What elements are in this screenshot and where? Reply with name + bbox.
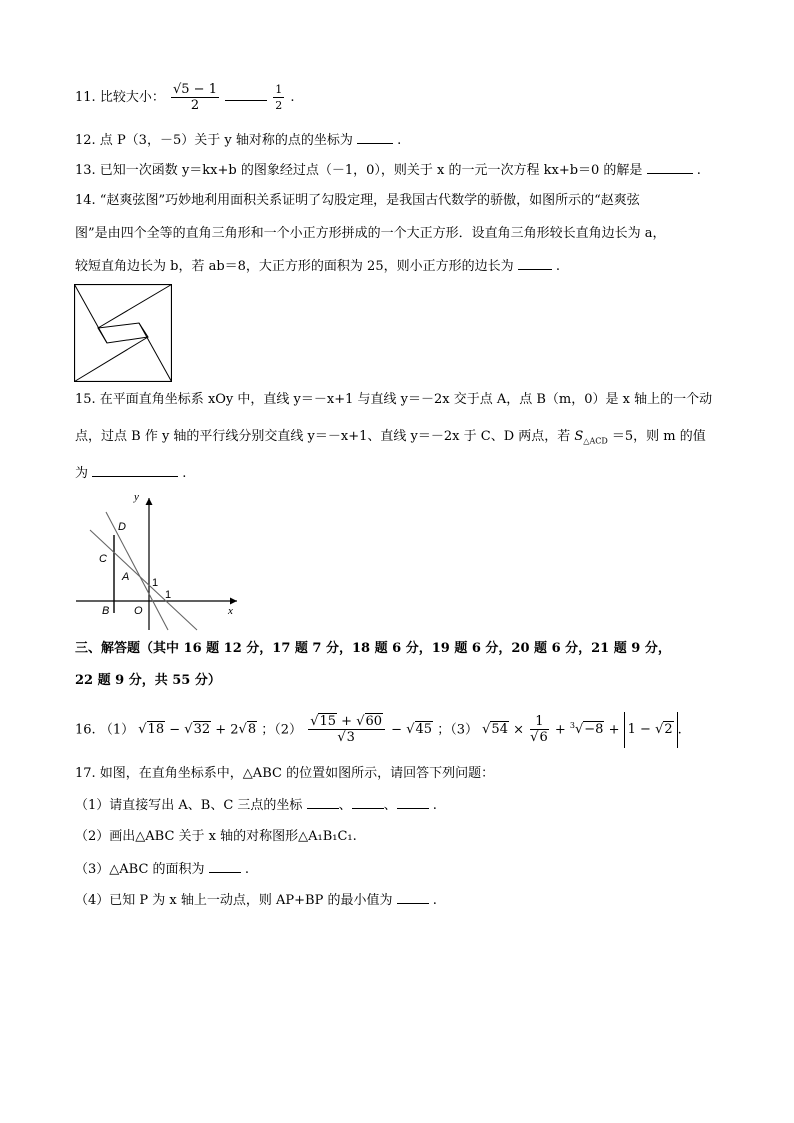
section-3-heading-line2: 22 题 9 分，共 55 分） [75,673,221,688]
q15-text: 15. 在平面直角坐标系 xOy 中，直线 y＝－x+1 与直线 y＝－2x 交于点 A，点 B（m，0）是 x 轴上的一个动 [75,392,713,407]
q16-part2: ；（2） [261,722,303,738]
q11-text: 11. [75,90,96,105]
cube-root-index: 3 [569,721,575,730]
operator: − [165,722,185,738]
q16-part1: （1） [99,722,135,738]
radicand: −8 [584,722,604,738]
question-15-line3 [75,464,186,483]
separator: 、 [383,798,397,813]
sqrt: √32 [184,722,211,738]
area-subscript: △ACD [583,436,608,446]
fraction-denominator: 2 [275,99,283,112]
q17-part4-text: （4）已知 P 为 x 轴上一动点，则 AP+BP 的最小值为 [75,893,393,908]
abs-content: 1 − [627,722,656,738]
period: . [677,722,682,738]
question-15-line2 [75,428,706,451]
period: . [696,163,701,178]
q14-text: 图”是由四个全等的直角三角形和一个小正方形拼成的一个大正方形．设直角三角形较长直角边长为 a， [75,226,666,241]
zhao-shuang-diagram [74,284,172,382]
label-y: y [134,491,139,503]
label-x: x [228,605,233,617]
cube-root: √−8 [574,722,604,738]
question-11 [75,82,295,113]
q17-text: 17. 如图，在直角坐标系中，△ABC 的位置如图所示，请回答下列问题： [75,766,495,781]
period: . [397,133,402,148]
answer-blank-b[interactable] [352,796,384,809]
q15-coordinate-graph [72,488,247,633]
answer-blank[interactable] [209,860,241,873]
question-12 [75,131,401,150]
question-16 [75,708,682,748]
period: . [244,862,249,877]
radicand: 60 [365,714,383,730]
answer-blank-a[interactable] [307,796,339,809]
answer-blank-c[interactable] [397,796,429,809]
radicand: 18 [147,722,165,738]
separator: 、 [338,798,352,813]
answer-blank[interactable] [647,161,693,174]
q15-text: 点，过点 B 作 y 轴的平行线分别交直线 y＝－x+1、直线 y＝－2x 于 C、D 两点，若 [75,429,571,444]
label-A: A [122,571,130,583]
q16-fraction-small [530,714,549,745]
fraction-denominator: √6 [530,730,548,746]
operator: + [337,714,357,730]
radicand: 8 [247,722,257,738]
answer-blank[interactable] [357,131,393,144]
radicand: 3 [346,730,355,746]
question-14-line2 [75,225,666,243]
q13-text: 13. 已知一次函数 y＝kx+b 的图象经过点（－1，0），则关于 x 的一元一次方程 kx+b＝0 的解是 [75,163,643,178]
question-15-line1 [75,391,712,409]
question-17-intro [75,765,494,783]
q12-text: 12. 点 P（3，－5）关于 y 轴对称的点的坐标为 [75,133,353,148]
question-17-part1 [75,796,437,815]
operator: + 2 [211,722,239,738]
label-C: C [99,553,107,565]
question-17-part4 [75,891,437,910]
q11-fraction-left [171,82,219,113]
label-B: B [102,605,110,617]
sqrt: √8 [238,722,257,738]
label-O: O [134,605,143,617]
period: . [182,466,187,481]
absolute-value: 1 − √2 [624,712,678,748]
q11-prompt: 比较大小： [99,90,165,105]
fraction-denominator: √3 [337,730,355,746]
label-one-a: 1 [152,577,159,589]
period: . [432,798,437,813]
q16-fraction [308,714,385,745]
period: . [432,893,437,908]
sqrt: √18 [138,722,165,738]
q14-text: 较短直角边长为 b，若 ab＝8，大正方形的面积为 25，则小正方形的边长为 [75,259,514,274]
section-3-heading-cont [75,672,221,690]
label-one-b: 1 [165,589,172,601]
section-3-heading-line1: 三、解答题（其中 16 题 12 分，17 题 7 分，18 题 6 分，19 题 6 分，20 题 6 分，21 题 9 分， [75,641,671,656]
q14-text: 14. “赵爽弦图”巧妙地利用面积关系证明了勾股定理，是我国古代数学的骄傲，如图所示的“赵爽弦 [75,193,640,208]
q11-fraction-right [273,82,284,113]
answer-blank[interactable] [92,464,178,477]
question-14-line3 [75,257,560,276]
operator: × [508,722,529,738]
radicand: 45 [415,722,433,738]
q15-text: 为 [75,466,89,481]
label-D: D [118,521,126,533]
sqrt: √54 [482,722,508,738]
area-symbol: S [574,429,584,444]
radicand: 15 [319,714,337,730]
period: . [290,90,295,105]
operator: − [387,722,407,738]
operator: + [550,722,570,738]
sqrt: √45 [406,722,433,738]
question-17-part2 [75,828,357,846]
period: . [555,259,561,274]
operator: + [604,722,624,738]
question-13 [75,161,701,180]
q15-text: ＝5，则 m 的值 [611,429,706,444]
question-14-line1 [75,192,640,210]
radicand: 6 [539,730,548,746]
q16-part3: ；（3） [437,722,478,738]
fraction-numerator: √15 + √60 [308,714,385,730]
q17-part2-text: （2）画出△ABC 关于 x 轴的对称图形△A₁B₁C₁. [75,829,357,844]
section-3-heading [75,640,671,658]
radicand: 32 [193,722,211,738]
question-17-part3 [75,860,249,879]
fraction-numerator: √5 − 1 [172,82,217,97]
radicand: 2 [664,722,673,738]
fraction-numerator: 1 [530,714,549,730]
radicand: 54 [491,722,508,738]
q17-part1-text: （1）请直接写出 A、B、C 三点的坐标 [75,798,303,813]
q17-part3-text: （3）△ABC 的面积为 [75,862,205,877]
answer-blank[interactable] [518,257,552,270]
q16-number: 16. [75,722,96,738]
answer-blank[interactable] [225,88,267,101]
fraction-numerator: 1 [275,83,283,96]
fraction-denominator: 2 [190,98,200,113]
answer-blank[interactable] [397,891,429,904]
